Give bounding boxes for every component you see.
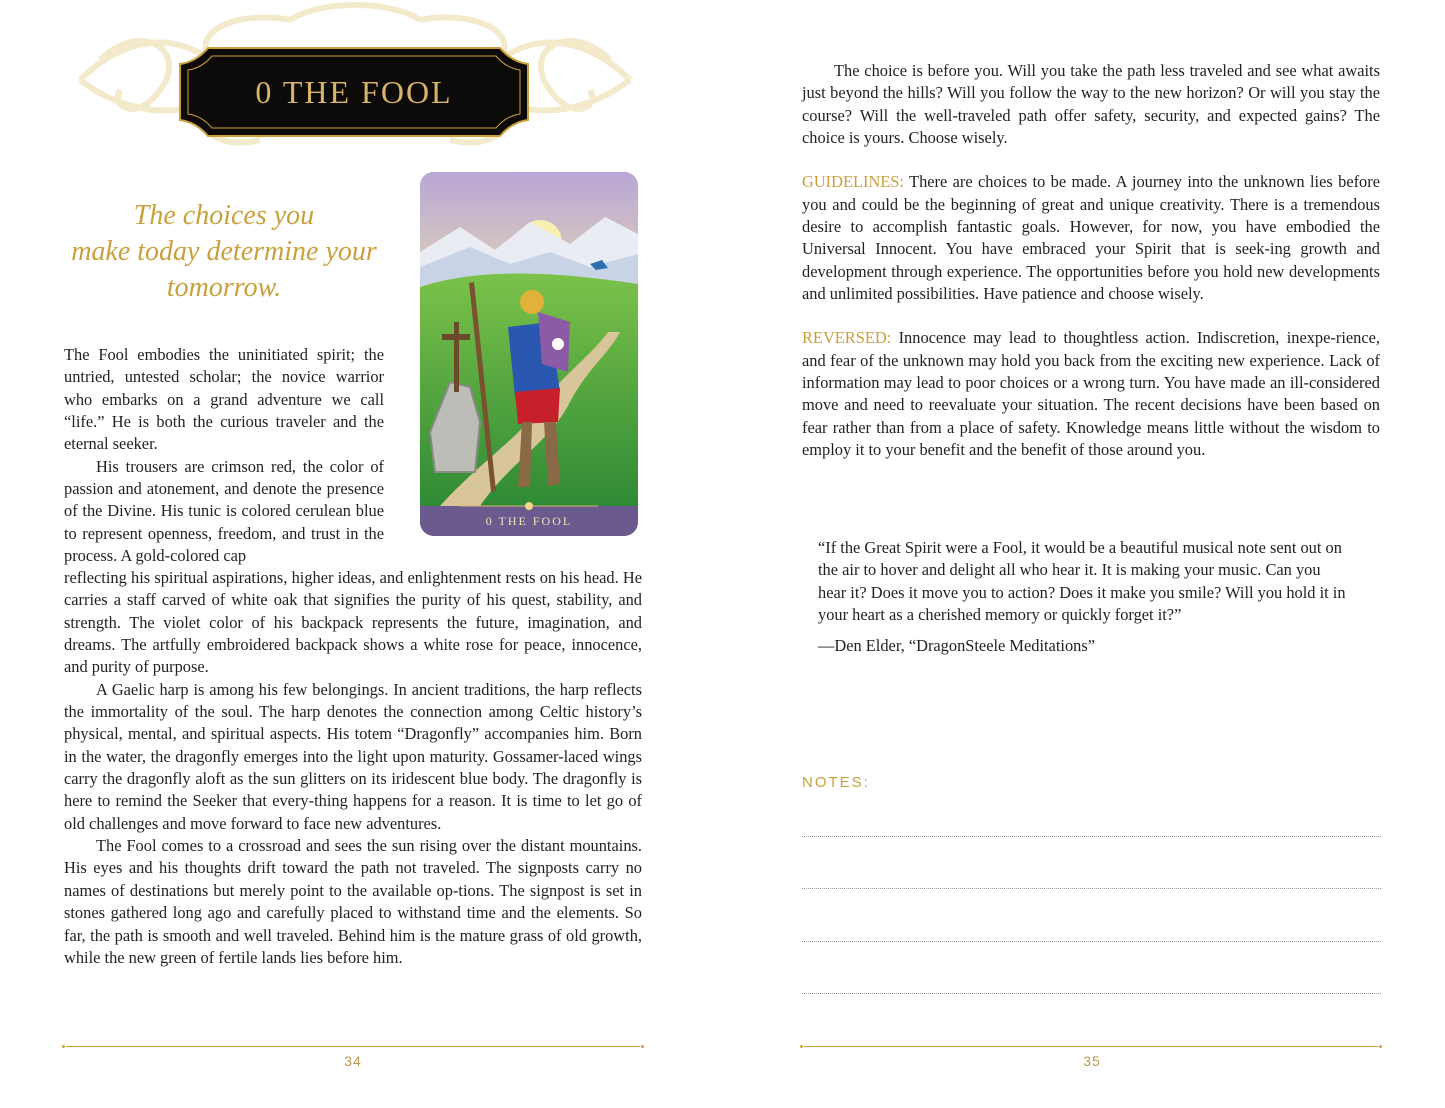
pull-quote [64, 198, 384, 306]
reversed-text: Innocence may lead to thoughtless action. Indiscretion, inexpe-rience, and fear of the unknown may hold you back from the exciting new experience. Lack of information may lead to poor choices or a wrong turn. You have made an ill-considered move and need to reevaluate your situation. The recent decisions have been based on fear rather than from a place of safety. Knowledge means little without the wisdom to employ it to your benefit and the benefit of those around you. [802, 328, 1380, 460]
pull-quote-line: The choices you [133, 200, 315, 231]
right-page [722, 0, 1445, 1108]
reversed-paragraph [802, 327, 1380, 461]
guidelines-label: GUIDELINES: [802, 172, 904, 192]
intro-section [802, 60, 1380, 462]
epigraph [818, 537, 1348, 658]
pull-quote-line: tomorrow. [166, 272, 282, 303]
notes-line [802, 993, 1381, 994]
body-column-wide [64, 567, 642, 969]
body-paragraph: reflecting his spiritual aspirations, higher ideas, and enlightenment rests on his head. He carries a staff carved of white oak that signifies the purity of his quest, stability, and strength. The violet color of his backpack represents the future, imagination, and dreams. The artfully embroidered backpack shows a white rose for peace, innocence, and purity of purpose. [64, 568, 642, 677]
intro-paragraph: The choice is before you. Will you take the path less traveled and see what awaits just beyond the hills? Will you follow the way to the new horizon? Or will you stay the course? Will the well-traveled path offer safety, security, and expected gains? The choice is yours. Choose wisely. [802, 61, 1380, 148]
card-caption: 0 THE FOOL [485, 513, 573, 528]
footer-rule [800, 1045, 1382, 1048]
notes-line [802, 941, 1381, 942]
chapter-title-banner [178, 44, 530, 140]
body-paragraph: His trousers are crimson red, the color of passion and atonement, and denote the presence of the Divine. His tunic is colored cerulean blue to represent openness, freedom, and trust in the process. A gold-colored cap [64, 456, 384, 566]
page-title: 0 THE FOOL [255, 73, 453, 110]
epigraph-attribution: —Den Elder, “DragonSteele Meditations” [818, 636, 1095, 656]
notes-label: NOTES: [802, 774, 870, 791]
body-column-narrow [64, 344, 384, 567]
footer-rule [62, 1045, 644, 1048]
body-paragraph: The Fool embodies the uninitiated spirit; the untried, untested scholar; the novice warrior who embarks on a grand adventure we call “life.” He is both the curious traveler and the eternal seeker. [64, 345, 384, 454]
page-number: 35 [1083, 1053, 1101, 1069]
reversed-label: REVERSED: [802, 328, 892, 348]
notes-line [802, 836, 1381, 837]
guidelines-paragraph [802, 171, 1380, 305]
body-paragraph: A Gaelic harp is among his few belongings. In ancient traditions, the harp reflects the immortality of the soul. The harp denotes the connection among Celtic history’s physical, mental, and spiritual aspects. His totem “Dragonfly” accompanies him. Born in the water, the dragonfly emerges into the light upon maturity. Gossamer-laced wings carry the dragonfly aloft as the sun glitters on its iridescent blue body. The dragonfly is here to remind the Seeker that every-thing happens for a reason. It is time to let go of old challenges and move forward to face new adventures. [64, 679, 642, 833]
left-page [0, 0, 722, 1108]
guidelines-text: There are choices to be made. A journey into the unknown lies before you and could be the beginning of great and unique creativity. There is a tremendous desire to accomplish fantastic goals. However, for now, you have embodied the Universal Innocent. You have embraced your Spirit that is seek-ing growth and development through experience. The opportunities before you hold new developments and unlimited possibilities. Have patience and choose wisely. [802, 172, 1380, 304]
notes-line [802, 888, 1381, 889]
pull-quote-line: make today determine your [71, 236, 377, 267]
body-paragraph: The Fool comes to a crossroad and sees the sun rising over the distant mountains. His eyes and his thoughts drift toward the path not traveled. The signposts carry no names of destinations but merely point to the available op-tions. The signpost is set in stones gathered long ago and carefully placed to withstand time and the elements. So far, the path is smooth and well traveled. Behind him is the mature grass of old growth, while the new green of fertile lands lies before him. [64, 836, 642, 967]
tarot-card-image [420, 172, 638, 536]
page-number: 34 [344, 1053, 362, 1069]
epigraph-quote: “If the Great Spirit were a Fool, it would be a beautiful musical note sent out on the air to hover and delight all who hear it. It is making your music. Can you hear it? Does it move you to action? Does it make you smile? Will you hold it in your heart as a cherished memory or quickly forget it?” [818, 538, 1346, 625]
